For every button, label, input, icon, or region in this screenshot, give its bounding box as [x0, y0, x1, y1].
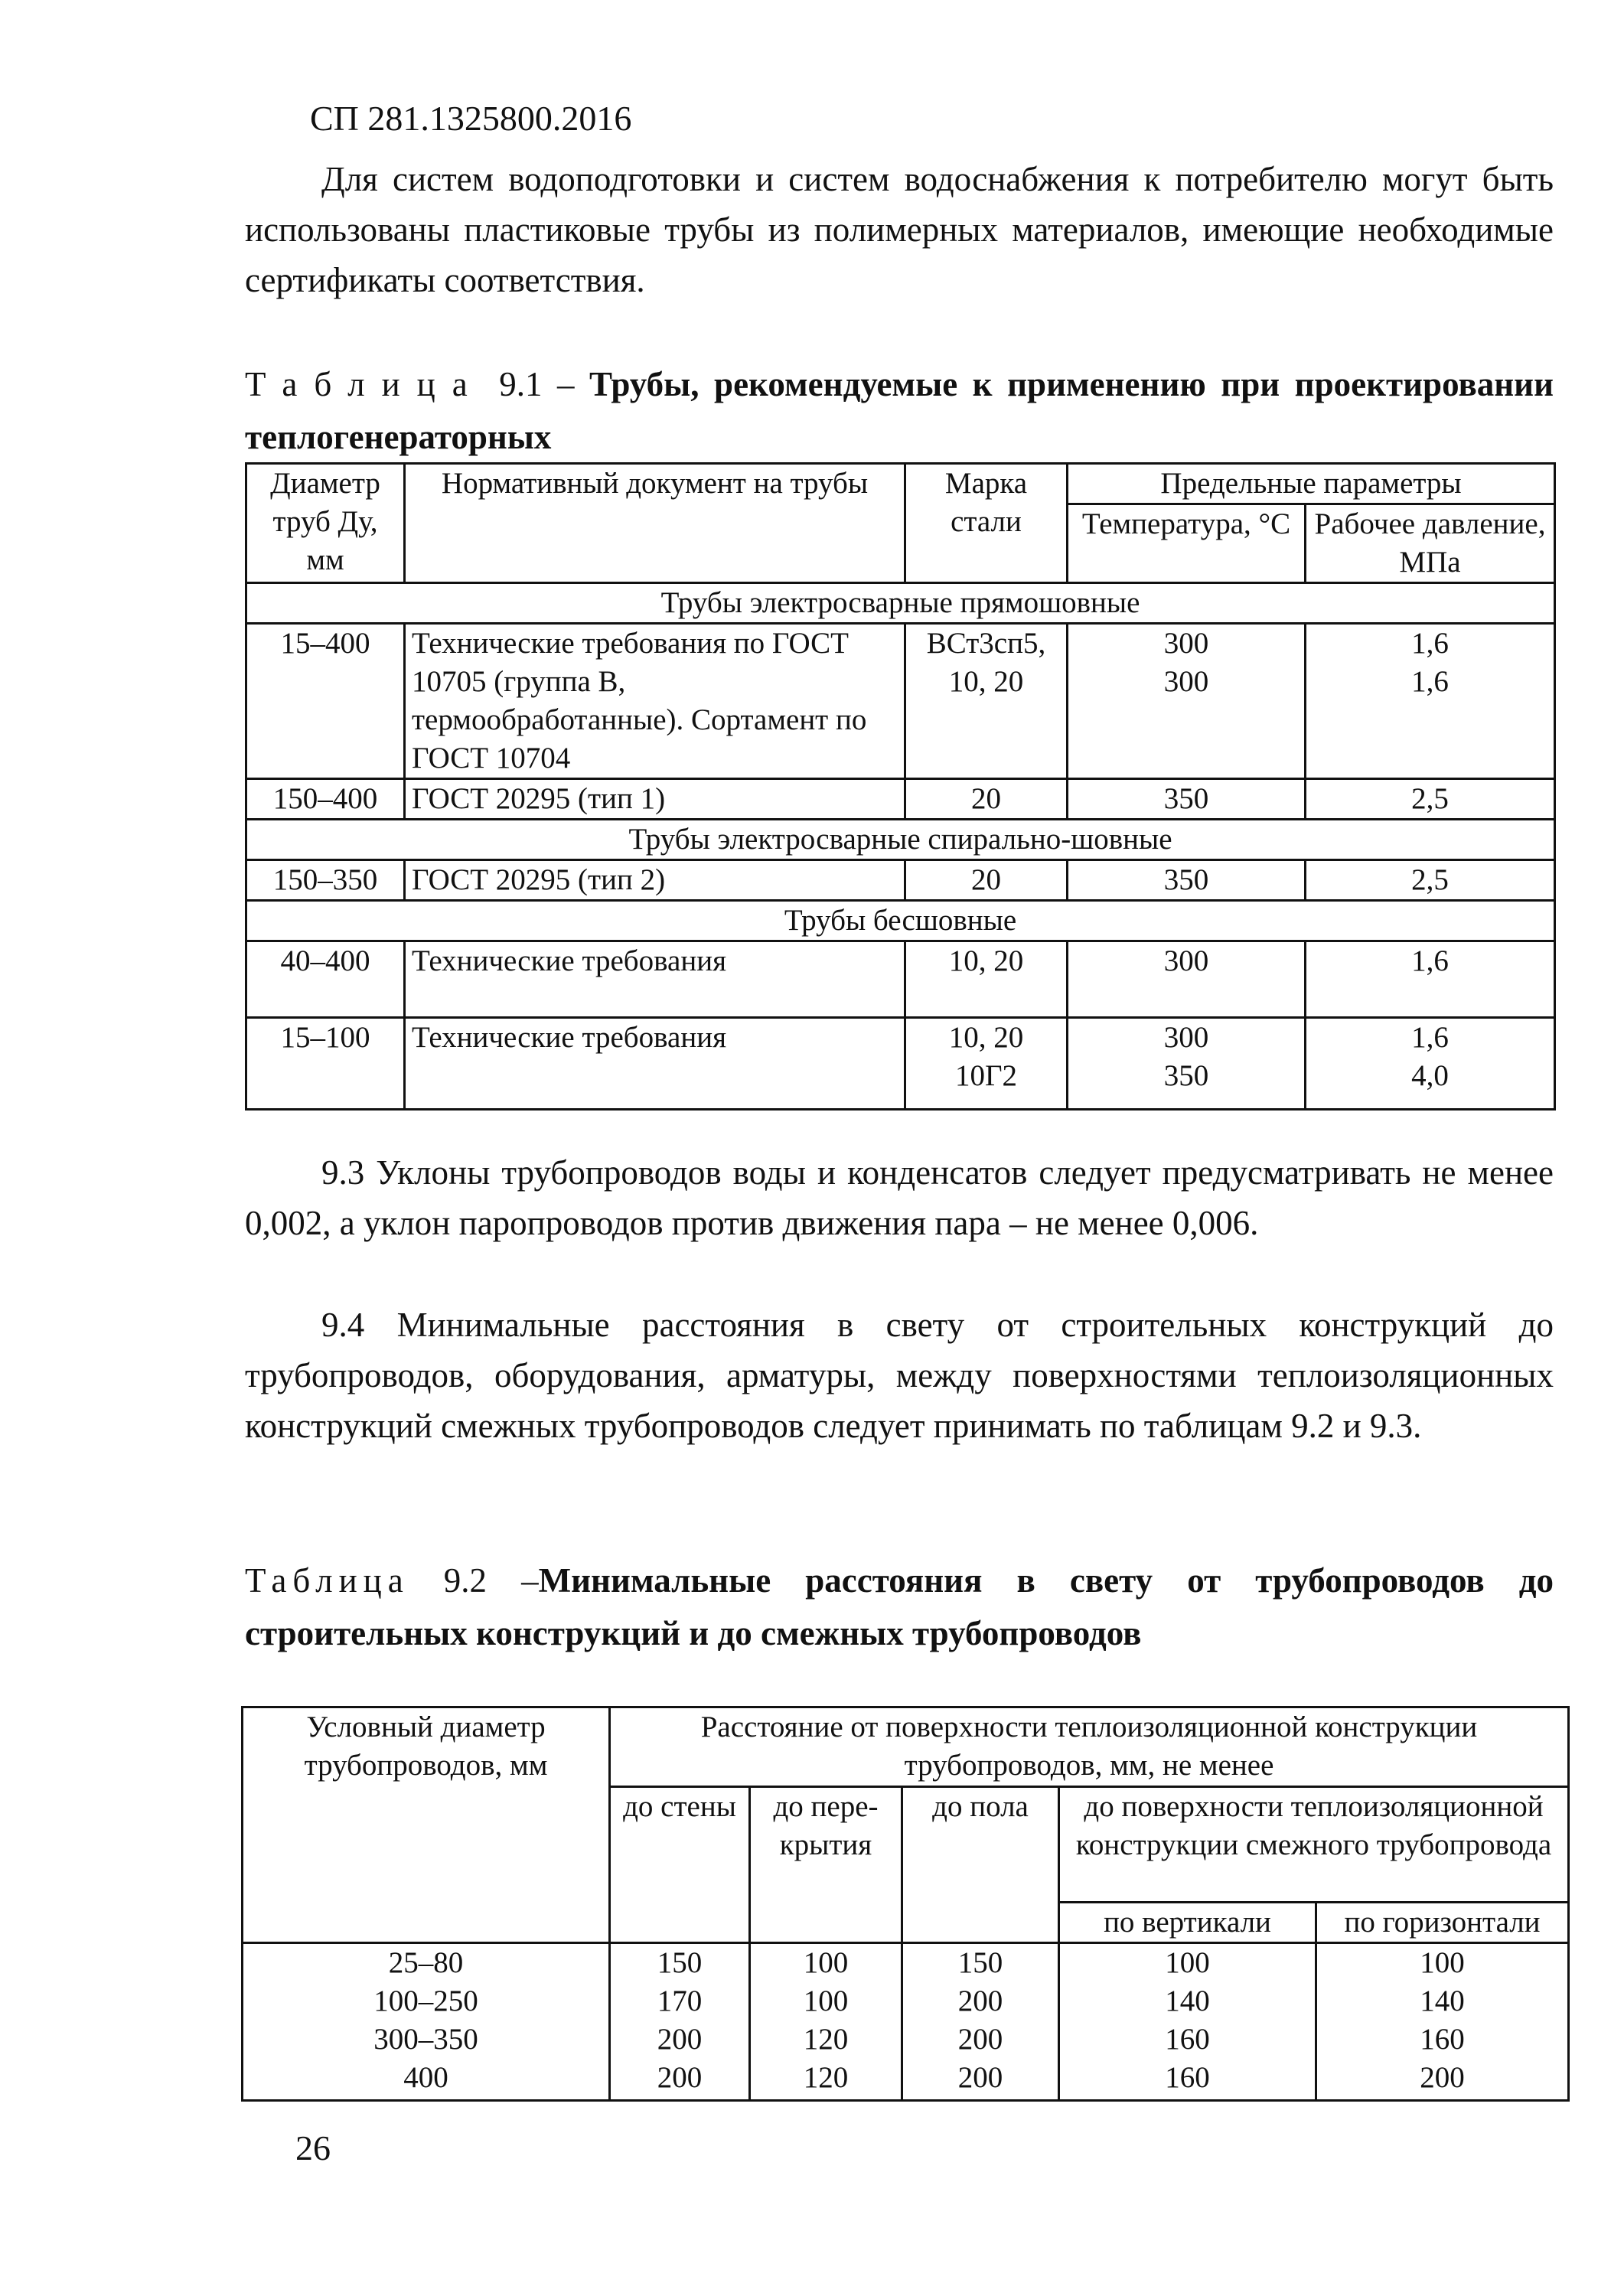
cell-value: 120: [803, 2061, 849, 2094]
grade-cell: [905, 1018, 1068, 1110]
header-ceiling: до пере-крытия: [750, 1787, 902, 1943]
paragraph-9-4-text: 9.4 Минимальные расстояния в свету от строительных конструкций до трубопроводов, оборудования, арматуры, между поверхностями теплоизоляционных конструкций смежных трубопроводов следует принимать по таблицам 9.2 и 9.3.: [245, 1306, 1554, 1445]
column-values: [750, 1943, 902, 2101]
diameter-cell: 40–400: [246, 941, 405, 1018]
cell-value: 200: [657, 2023, 703, 2056]
grade-value: ВСт3сп5,: [926, 627, 1046, 660]
grade-cell: [905, 941, 1068, 1018]
document-cell: ГОСТ 20295 (тип 1): [405, 779, 905, 820]
diameter-cell: 15–100: [246, 1018, 405, 1110]
header-grade: Марка стали: [905, 464, 1068, 583]
page-number: 26: [295, 2128, 331, 2167]
table-row: [246, 624, 1555, 779]
cell-value: 170: [657, 1985, 703, 2017]
section-title: Трубы электросварные спирально-шовные: [246, 820, 1555, 860]
caption-label: Таблица: [245, 365, 484, 403]
pressure-value: 1,6: [1411, 1021, 1449, 1054]
header-vertical: по вертикали: [1059, 1903, 1316, 1943]
temperature-value: 350: [1163, 1059, 1209, 1092]
cell-value: 150: [957, 1946, 1003, 1979]
temperature-cell: [1068, 860, 1306, 901]
pressure-cell: [1306, 624, 1555, 779]
document-code-header: СП 281.1325800.2016: [310, 99, 632, 138]
temperature-value: 300: [1163, 627, 1209, 660]
document-cell: ГОСТ 20295 (тип 2): [405, 860, 905, 901]
cell-value: 300–350: [373, 2023, 478, 2056]
grade-value: 20: [971, 782, 1001, 815]
header-temperature: Температура, °С: [1068, 504, 1306, 583]
pressure-cell: [1306, 941, 1555, 1018]
pressure-cell: [1306, 1018, 1555, 1110]
pressure-cell: [1306, 779, 1555, 820]
grade-cell: [905, 624, 1068, 779]
pressure-value: 1,6: [1411, 665, 1449, 698]
header-floor: до пола: [902, 1787, 1059, 1943]
grade-value: 20: [971, 863, 1001, 896]
header-pressure: Рабочее давление, МПа: [1306, 504, 1555, 583]
header-document: Нормативный документ на трубы: [405, 464, 905, 583]
header-horizontal: по горизонтали: [1316, 1903, 1569, 1943]
grade-cell: [905, 779, 1068, 820]
table-row: [246, 1018, 1555, 1110]
caption-number: 9.2 –: [443, 1561, 539, 1600]
grade-value: 10, 20: [948, 1021, 1024, 1054]
cell-value: 140: [1420, 1985, 1465, 2017]
header-distance: Расстояние от поверхности теплоизоляционной конструкции трубопроводов, мм, не менее: [610, 1707, 1569, 1787]
paragraph-9-3-text: 9.3 Уклоны трубопроводов воды и конденсатов следует предусматривать не менее 0,002, а уклон паропроводов против движения пара – не менее 0,006.: [245, 1153, 1554, 1242]
temperature-cell: [1068, 624, 1306, 779]
intro-text: Для систем водоподготовки и систем водоснабжения к потребителю могут быть использованы пластиковые трубы из полимерных материалов, имеющие необходимые сертификаты соответствия.: [245, 160, 1554, 299]
diameter-cell: 15–400: [246, 624, 405, 779]
column-values: [1316, 1943, 1569, 2101]
cell-value: 160: [1165, 2023, 1210, 2056]
temperature-value: 350: [1163, 782, 1209, 815]
document-cell: Технические требования по ГОСТ 10705 (группа В, термообработанные). Сортамент по ГОСТ 10704: [405, 624, 905, 779]
table2-caption: [245, 1554, 1554, 1660]
cell-value: 200: [957, 1985, 1003, 2017]
caption-title: Минимальные расстояния в свету от трубопроводов до строительных конструкций и до смежных трубопроводов: [245, 1561, 1554, 1652]
cell-value: 100–250: [373, 1985, 478, 2017]
distances-table: [241, 1706, 1570, 2102]
diameter-cell: 150–400: [246, 779, 405, 820]
cell-value: 100: [803, 1946, 849, 1979]
table-row: [246, 779, 1555, 820]
temperature-value: 300: [1163, 1021, 1209, 1054]
header-wall: до стены: [610, 1787, 750, 1943]
cell-value: 150: [657, 1946, 703, 1979]
cell-value: 200: [957, 2061, 1003, 2094]
cell-value: 120: [803, 2023, 849, 2056]
temperature-cell: [1068, 1018, 1306, 1110]
cell-value: 100: [803, 1985, 849, 2017]
header-adjacent: до поверхности теплоизоляционной конструкции смежного трубопровода: [1059, 1787, 1569, 1903]
caption-title: Трубы, рекомендуемые к применению при проектировании теплогенераторных: [245, 365, 1554, 456]
pressure-value: 4,0: [1411, 1059, 1449, 1092]
cell-value: 100: [1420, 1946, 1465, 1979]
document-cell: Технические требования: [405, 1018, 905, 1110]
header-limits: Предельные параметры: [1068, 464, 1555, 504]
column-values: [902, 1943, 1059, 2101]
temperature-value: 350: [1163, 863, 1209, 896]
pressure-value: 2,5: [1411, 863, 1449, 896]
cell-value: 25–80: [388, 1946, 464, 1979]
temperature-cell: [1068, 941, 1306, 1018]
pressure-cell: [1306, 860, 1555, 901]
grade-value: 10, 20: [948, 665, 1024, 698]
cell-value: 200: [657, 2061, 703, 2094]
document-cell: Технические требования: [405, 941, 905, 1018]
temperature-value: 300: [1163, 944, 1209, 977]
intro-paragraph: [245, 154, 1554, 305]
grade-value: 10, 20: [948, 944, 1024, 977]
cell-value: 140: [1165, 1985, 1210, 2017]
diameter-cell: 150–350: [246, 860, 405, 901]
cell-value: 160: [1420, 2023, 1465, 2056]
table-body-row: [243, 1943, 1569, 2101]
pressure-value: 1,6: [1411, 627, 1449, 660]
section-title: Трубы бесшовные: [246, 901, 1555, 941]
caption-label: Таблица: [245, 1561, 409, 1600]
paragraph-9-3: [245, 1147, 1554, 1248]
pressure-value: 1,6: [1411, 944, 1449, 977]
cell-value: 160: [1165, 2061, 1210, 2094]
header-diameter: Условный диаметр трубопроводов, мм: [243, 1707, 610, 1943]
paragraph-9-4: [245, 1300, 1554, 1451]
header-diameter: Диаметр труб Ду, мм: [246, 464, 405, 583]
grade-value: 10Г2: [954, 1059, 1018, 1092]
cell-value: 200: [957, 2023, 1003, 2056]
column-values: [1059, 1943, 1316, 2101]
cell-value: 100: [1165, 1946, 1210, 1979]
section-title: Трубы электросварные прямошовные: [246, 583, 1555, 624]
grade-cell: [905, 860, 1068, 901]
column-values: [610, 1943, 750, 2101]
table-row: [246, 860, 1555, 901]
table1-caption: [245, 358, 1554, 464]
pipes-table: [245, 462, 1556, 1110]
caption-number: 9.1 –: [499, 365, 575, 403]
cell-value: 200: [1420, 2061, 1465, 2094]
pressure-value: 2,5: [1411, 782, 1449, 815]
column-values: [243, 1943, 610, 2101]
cell-value: 400: [403, 2061, 448, 2094]
table-row: [246, 941, 1555, 1018]
temperature-cell: [1068, 779, 1306, 820]
temperature-value: 300: [1163, 665, 1209, 698]
